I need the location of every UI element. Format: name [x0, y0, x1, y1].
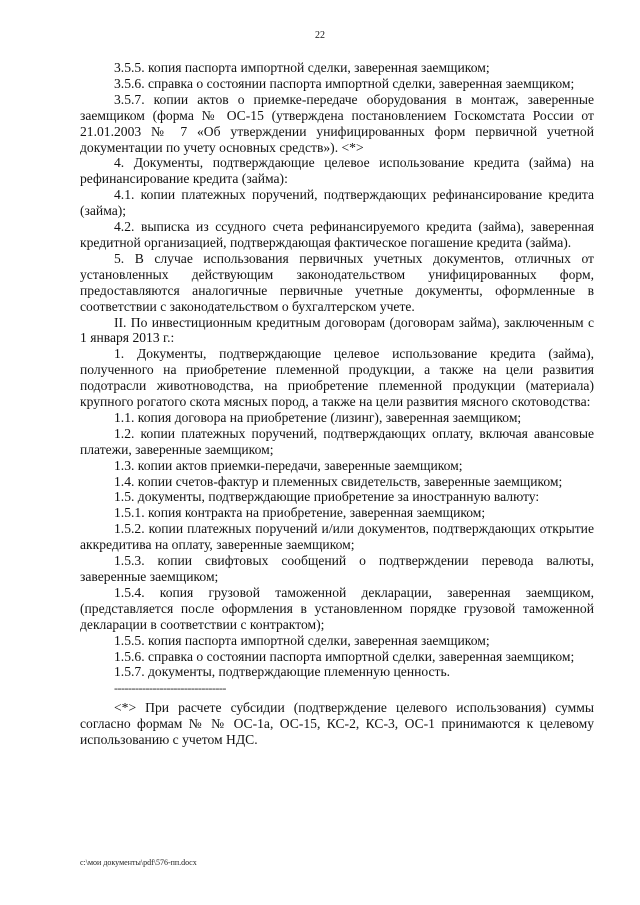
paragraph: 1.5.7. документы, подтверждающие племенную ценность. [114, 664, 451, 680]
file-path-footer: c:\мои документы\pdf\576-пп.docx [80, 858, 197, 867]
paragraph: 5. В случае использования первичных учетных документов, отличных от установленных действующим законодательством унифицированных форм, предоставляются аналогичные первичные учетные документы, оформленные в соответствии с законодательством о бухгалтерском учете. [80, 250, 594, 314]
paragraph: 1.1. копия договора на приобретение (лизинг), заверенная заемщиком; [114, 409, 522, 425]
paragraph: 4.1. копии платежных поручений, подтверждающих рефинансирование кредита (займа); [80, 187, 594, 219]
paragraph: 4. Документы, подтверждающие целевое использование кредита (займа) на рефинансирование кредита (займа): [80, 155, 594, 187]
paragraph: 3.5.5. копия паспорта импортной сделки, заверенная заемщиком; [114, 60, 490, 75]
paragraph: 1.5. документы, подтверждающие приобретение за иностранную валюту: [114, 489, 540, 505]
footnote-separator: -------------------------------- [114, 681, 226, 696]
paragraph: 1.5.6. справка о состоянии паспорта импортной сделки, заверенная заемщиком; [114, 648, 575, 664]
paragraph: 1.5.5. копия паспорта импортной сделки, заверенная заемщиком; [114, 632, 490, 648]
paragraph: 3.5.7. копии актов о приемке-передаче оборудования в монтаж, заверенные заемщиком (форма № ОС-15 (утверждена постановлением Госкомстата России от 21.01.2003 № 7 «Об утверждении унифицированных форм первичной учетной документации по учету основных средств»). <*> [80, 91, 594, 155]
paragraph: 4.2. выписка из ссудного счета рефинансируемого кредита (займа), заверенная кредитной организацией, подтверждающая фактическое погашение кредита (займа). [80, 219, 594, 250]
paragraph: 3.5.6. справка о состоянии паспорта импортной сделки, заверенная заемщиком; [114, 75, 575, 91]
document-body [80, 60, 594, 748]
page-number: 22 [315, 30, 325, 41]
paragraph: 1.5.2. копии платежных поручений и/или документов, подтверждающих открытие аккредитива на оплату, заверенные заемщиком; [80, 521, 594, 553]
paragraph: 1. Документы, подтверждающие целевое использование кредита (займа), полученного на приобретение племенной продукции, а также на цели развития подотрасли животноводства, на приобретение племенной продукции (материала) крупного рогатого скота мясных пород, а также на цели развития мясного скотоводства: [80, 346, 594, 410]
paragraph: 1.5.4. копия грузовой таможенной декларации, заверенная заемщиком, (представляется после оформления в установленном порядке грузовой таможенной декларации в соответствии с контрактом); [80, 584, 594, 632]
paragraph: 1.3. копии актов приемки-передачи, заверенные заемщиком; [114, 457, 463, 473]
paragraph: 1.5.1. копия контракта на приобретение, заверенная заемщиком; [114, 505, 486, 521]
paragraph: II. По инвестиционным кредитным договорам (договорам займа), заключенным с 1 января 2013 г.: [80, 314, 594, 346]
paragraph: 1.5.3. копии свифтовых сообщений о подтверждении перевода валюты, заверенные заемщиком; [80, 553, 594, 584]
footnote: <*> При расчете субсидии (подтверждение целевого использования) суммы согласно формам № № ОС-1а, ОС-15, КС-2, КС-3, ОС-1 принимаются к целевому использованию с учетом НДС. [80, 700, 594, 748]
paragraph: 1.2. копии платежных поручений, подтверждающих оплату, включая авансовые платежи, заверенные заемщиком; [80, 425, 594, 457]
paragraph: 1.4. копии счетов-фактур и племенных свидетельств, заверенные заемщиком; [114, 473, 563, 489]
